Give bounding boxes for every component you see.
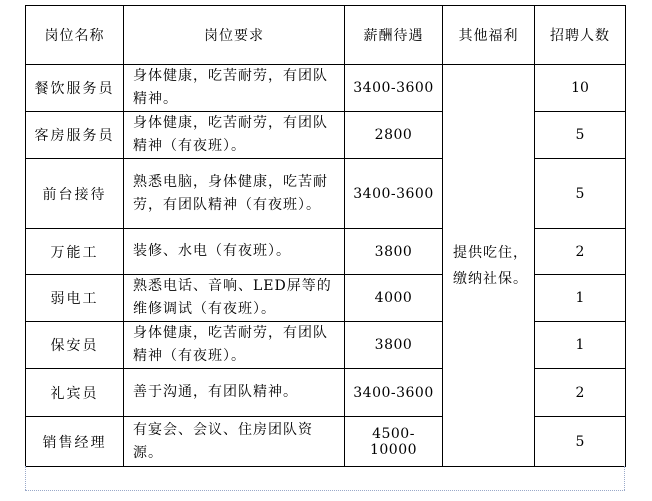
salary: 3800 [345,322,443,369]
table-row [26,65,626,112]
header-salary: 薪酬待遇 [345,6,443,65]
page-margin-guide [25,490,625,491]
header-benefits: 其他福利 [443,6,535,65]
headcount: 1 [535,275,626,322]
header-requirements: 岗位要求 [124,6,345,65]
salary: 3400-3600 [345,159,443,229]
table-row [26,112,626,159]
table-row [26,229,626,275]
salary: 3400-3600 [345,65,443,112]
position-name: 万能工 [26,229,124,275]
headcount: 5 [535,112,626,159]
salary: 4000 [345,275,443,322]
table-row [26,322,626,369]
table-row [26,159,626,229]
position-name: 餐饮服务员 [26,65,124,112]
headcount: 2 [535,229,626,275]
position-requirements: 身体健康，吃苦耐劳，有团队精神（有夜班）。 [124,112,345,159]
headcount: 5 [535,417,626,467]
table-row [26,369,626,417]
benefits: 提供吃住，缴纳社保。 [443,65,535,467]
position-name: 弱电工 [26,275,124,322]
salary: 2800 [345,112,443,159]
position-requirements: 熟悉电话、音响、LED屏等的维修调试（有夜班）。 [124,275,345,322]
position-requirements: 身体健康，吃苦耐劳，有团队精神。 [124,65,345,112]
salary: 3800 [345,229,443,275]
position-name: 保安员 [26,322,124,369]
header-headcount: 招聘人数 [535,6,626,65]
salary: 4500-10000 [345,417,443,467]
headcount: 10 [535,65,626,112]
position-name: 销售经理 [26,417,124,467]
page-margin-guide [25,466,26,490]
position-name: 前台接待 [26,159,124,229]
header-position-name: 岗位名称 [26,6,124,65]
position-requirements: 有宴会、会议、住房团队资源。 [124,417,345,467]
position-requirements: 装修、水电（有夜班）。 [124,229,345,275]
header-row [26,6,626,65]
position-requirements: 身体健康，吃苦耐劳，有团队精神（有夜班）。 [124,322,345,369]
page-margin-guide [624,466,625,490]
position-name: 礼宾员 [26,369,124,417]
headcount: 1 [535,322,626,369]
position-name: 客房服务员 [26,112,124,159]
table-row [26,417,626,467]
recruitment-table [25,5,626,467]
salary: 3400-3600 [345,369,443,417]
headcount: 2 [535,369,626,417]
headcount: 5 [535,159,626,229]
table-row [26,275,626,322]
position-requirements: 熟悉电脑，身体健康，吃苦耐劳，有团队精神（有夜班）。 [124,159,345,229]
position-requirements: 善于沟通，有团队精神。 [124,369,345,417]
